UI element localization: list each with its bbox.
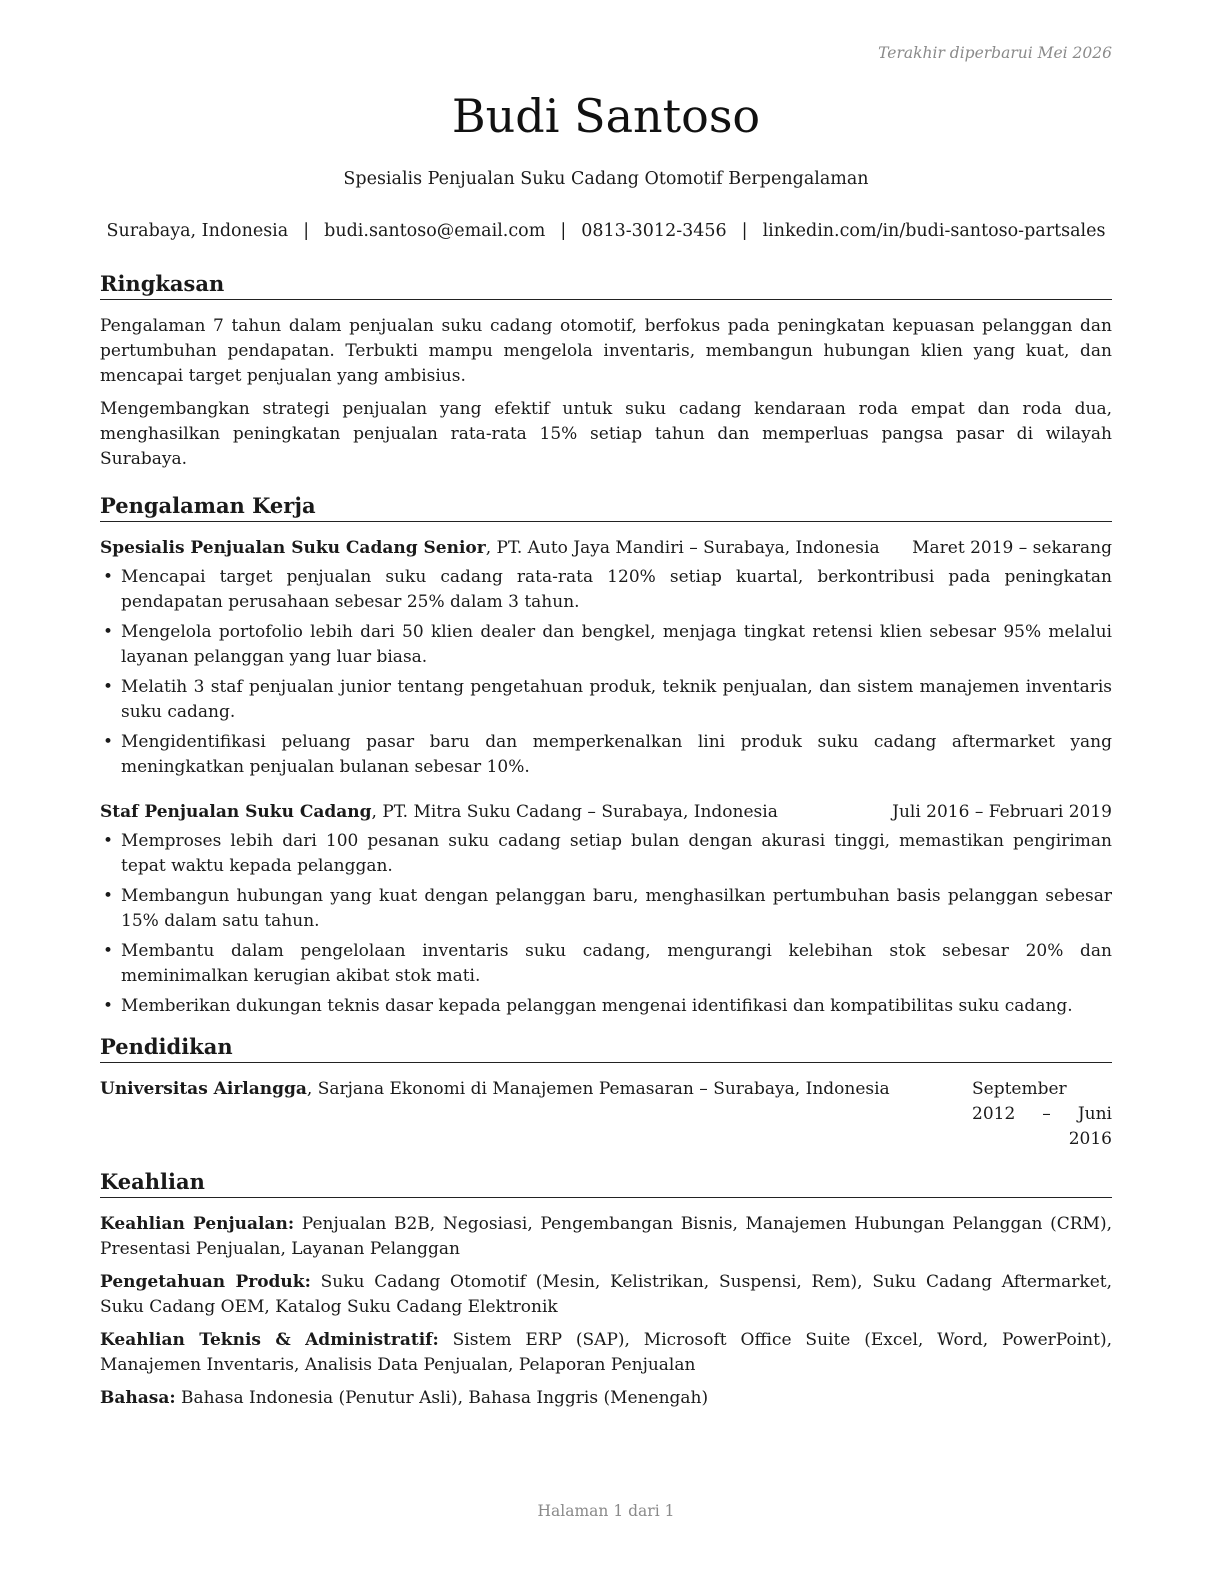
contact-separator: | [303, 221, 310, 241]
job-bullets [100, 565, 1112, 780]
job-bullets [100, 829, 1112, 1019]
bullet-text: Memberikan dukungan teknis dasar kepada pelanggan mengenai identifikasi dan kompatibilitas suku cadang. [121, 996, 1073, 1016]
skill-label: Keahlian Penjualan: [100, 1214, 295, 1234]
contact-separator: | [560, 221, 567, 241]
bullet-icon: • [103, 567, 114, 587]
job-dates: Maret 2019 – sekarang [912, 538, 1112, 558]
headline: Spesialis Penjualan Suku Cadang Otomotif Berpengalaman [343, 169, 869, 189]
job-title-line [100, 536, 880, 561]
list-item [100, 675, 1112, 725]
skill-label: Pengetahuan Produk: [100, 1272, 311, 1292]
candidate-name: Budi Santoso [451, 89, 761, 143]
list-item [100, 620, 1112, 670]
last-updated: Terakhir diperbarui Mei 2026 [878, 44, 1112, 62]
skill-label: Keahlian Teknis & Administratif: [100, 1330, 439, 1350]
education-school: Universitas Airlangga [100, 1079, 307, 1099]
job-dates: Juli 2016 – Februari 2019 [892, 802, 1112, 822]
job-header [100, 536, 1112, 561]
education-entry [100, 1077, 1112, 1152]
bullet-icon: • [103, 622, 114, 642]
bullet-text: Melatih 3 staf penjualan junior tentang pengetahuan produk, teknik penjualan, dan sistem manajemen inventaris suku cadang. [121, 677, 1112, 722]
bullet-text: Memproses lebih dari 100 pesanan suku cadang setiap bulan dengan akurasi tinggi, memastikan pengiriman tepat waktu kepada pelanggan. [121, 831, 1112, 876]
skill-text: Penjualan B2B, Negosiasi, Pengembangan Bisnis, Manajemen Hubungan Pelanggan (CRM), Presentasi Penjualan, Layanan Pelanggan [100, 1214, 1112, 1259]
contact-location: Surabaya, Indonesia [106, 221, 289, 241]
bullet-icon: • [103, 677, 114, 697]
list-item [100, 829, 1112, 879]
page-number: Halaman 1 dari 1 [537, 1502, 675, 1520]
job-company: , PT. Mitra Suku Cadang – Surabaya, Indonesia [371, 802, 778, 822]
list-item [100, 730, 1112, 780]
contact-linkedin[interactable]: linkedin.com/in/budi-santoso-partsales [762, 221, 1106, 241]
contact-line [100, 219, 1112, 243]
contact-separator: | [741, 221, 748, 241]
skill-row [100, 1386, 1112, 1411]
skill-text: Bahasa Indonesia (Penutur Asli), Bahasa Inggris (Menengah) [175, 1388, 709, 1408]
summary-paragraph: Pengalaman 7 tahun dalam penjualan suku cadang otomotif, berfokus pada peningkatan kepuasan pelanggan dan pertumbuhan pendapatan. Terbukti mampu mengelola inventaris, membangun hubungan klien yang kuat, dan mencapai target penjualan yang ambisius. [100, 316, 1112, 386]
job-role: Spesialis Penjualan Suku Cadang Senior [100, 538, 486, 558]
bullet-icon: • [103, 941, 114, 961]
summary-paragraph: Mengembangkan strategi penjualan yang efektif untuk suku cadang kendaraan roda empat dan roda dua, menghasilkan peningkatan penjualan rata-rata 15% setiap tahun dan memperluas pangsa pasar di wilayah Surabaya. [100, 399, 1112, 469]
education-dates: September 2012 – Juni 2016 [972, 1079, 1112, 1149]
bullet-icon: • [103, 996, 114, 1016]
contact-phone: 0813-3012-3456 [581, 221, 727, 241]
skill-label: Bahasa: [100, 1388, 176, 1408]
contact-email[interactable]: budi.santoso@email.com [324, 221, 546, 241]
list-item [100, 939, 1112, 989]
list-item [100, 994, 1112, 1019]
job-header [100, 800, 1112, 825]
skill-row [100, 1328, 1112, 1378]
skill-text: Sistem ERP (SAP), Microsoft Office Suite (Excel, Word, PowerPoint), Manajemen Inventaris, Analisis Data Penjualan, Pelaporan Penjualan [100, 1330, 1112, 1375]
section-title-education: Pendidikan [100, 1033, 1112, 1063]
list-item [100, 884, 1112, 934]
job-title-line [100, 800, 778, 825]
bullet-text: Mencapai target penjualan suku cadang rata-rata 120% setiap kuartal, berkontribusi pada peningkatan pendapatan perusahaan sebesar 25% dalam 3 tahun. [121, 567, 1112, 612]
resume-content [100, 270, 1112, 1419]
skill-text: Suku Cadang Otomotif (Mesin, Kelistrikan, Suspensi, Rem), Suku Cadang Aftermarket, Suku Cadang OEM, Katalog Suku Cadang Elektronik [100, 1272, 1112, 1317]
list-item [100, 565, 1112, 615]
section-title-summary: Ringkasan [100, 270, 1112, 300]
section-title-experience: Pengalaman Kerja [100, 492, 1112, 522]
bullet-text: Membantu dalam pengelolaan inventaris suku cadang, mengurangi kelebihan stok sebesar 20% dan meminimalkan kerugian akibat stok mati. [121, 941, 1112, 986]
bullet-text: Mengelola portofolio lebih dari 50 klien dealer dan bengkel, menjaga tingkat retensi klien sebesar 95% melalui layanan pelanggan yang luar biasa. [121, 622, 1112, 667]
skill-row [100, 1212, 1112, 1262]
job-company: , PT. Auto Jaya Mandiri – Surabaya, Indonesia [485, 538, 880, 558]
bullet-icon: • [103, 831, 114, 851]
education-degree: , Sarjana Ekonomi di Manajemen Pemasaran – Surabaya, Indonesia [306, 1079, 890, 1099]
skill-row [100, 1270, 1112, 1320]
job-role: Staf Penjualan Suku Cadang [100, 802, 372, 822]
resume-page [100, 0, 1112, 1584]
bullet-icon: • [103, 886, 114, 906]
bullet-text: Mengidentifikasi peluang pasar baru dan memperkenalkan lini produk suku cadang aftermarket yang meningkatkan penjualan bulanan sebesar 10%. [121, 732, 1112, 777]
bullet-text: Membangun hubungan yang kuat dengan pelanggan baru, menghasilkan pertumbuhan basis pelanggan sebesar 15% dalam satu tahun. [121, 886, 1112, 931]
education-line [100, 1077, 972, 1152]
bullet-icon: • [103, 732, 114, 752]
section-title-skills: Keahlian [100, 1168, 1112, 1198]
